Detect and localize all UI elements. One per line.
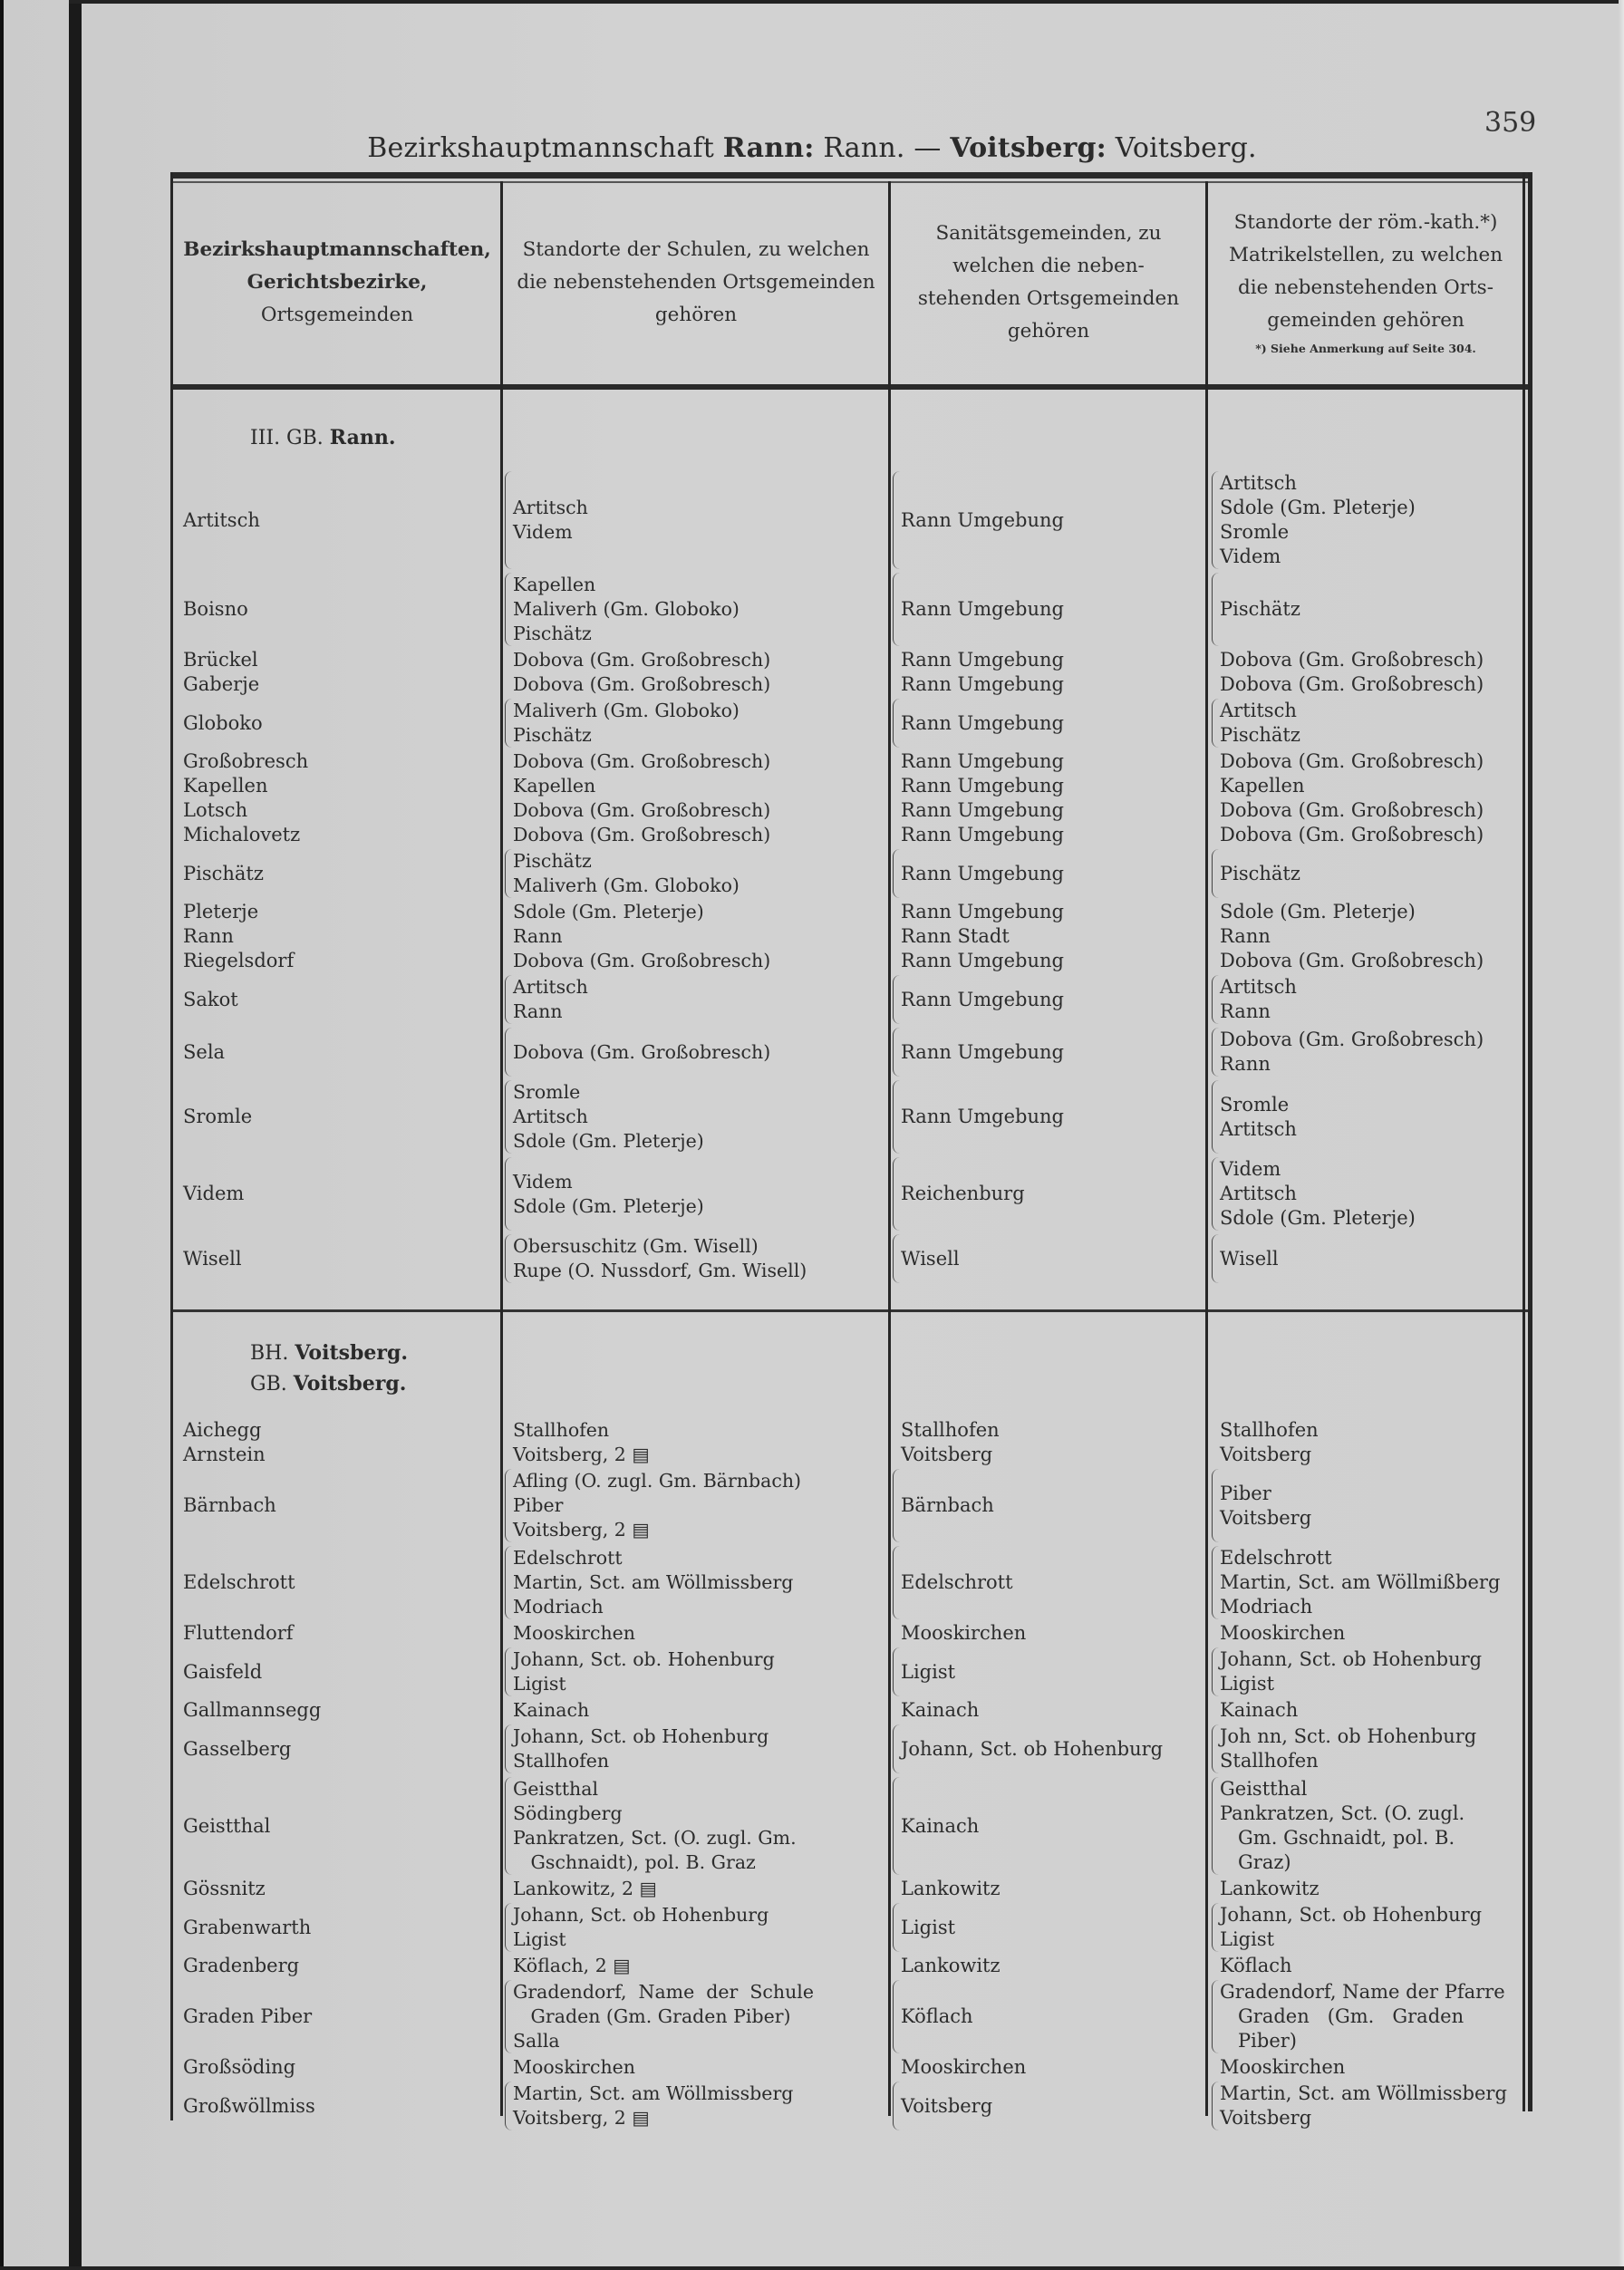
ortsgemeinde-name: Großsöding — [183, 2056, 296, 2078]
schulen-entry: Stallhofen — [513, 1750, 610, 1772]
schulen-entry: Rupe (O. Nussdorf, Gm. Wisell) — [513, 1260, 807, 1281]
sanitaet-entry: Mooskirchen — [901, 2056, 1027, 2078]
matrikel-entry: Dobova (Gm. Großobresch) — [1220, 750, 1484, 772]
ortsgemeinde-name: Riegelsdorf — [183, 950, 295, 971]
schulen-entry: Afling (O. zugl. Gm. Bärnbach) — [513, 1470, 802, 1492]
brace-icon — [505, 471, 512, 569]
section-title-prefix: III. GB. — [250, 427, 324, 449]
brace-icon — [505, 1903, 512, 1952]
matrikel-entry: Dobova (Gm. Großobresch) — [1220, 799, 1484, 821]
matrikel-entry: Dobova (Gm. Großobresch) — [1220, 950, 1484, 971]
running-head-prefix: Bezirkshauptmannschaft — [367, 132, 715, 164]
schulen-entry: Voitsberg, 2 ▤ — [513, 2107, 650, 2129]
running-head-dash: — — [914, 132, 942, 164]
schulen-entry: Kapellen — [513, 775, 596, 797]
matrikel-entry: Pischätz — [1220, 724, 1300, 746]
sanitaet-entry: Köflach — [901, 2005, 973, 2027]
ortsgemeinde-name: Artitsch — [183, 508, 260, 531]
sanitaet-entry: Rann Umgebung — [901, 598, 1064, 620]
brace-icon — [893, 1980, 900, 2053]
header-line: die nebenstehenden Orts- — [1238, 276, 1494, 299]
header-line: Gerichtsbezirke, — [246, 271, 428, 294]
sanitaet-entry: Stallhofen — [901, 1419, 1000, 1441]
schulen-entry: Sdole (Gm. Pleterje) — [513, 1194, 704, 1217]
matrikel-entry: Mooskirchen — [1220, 2056, 1346, 2078]
sanitaet-entry: Lankowitz — [901, 1955, 1000, 1976]
brace-icon — [505, 1777, 512, 1875]
matrikel-entry: Sromle — [1220, 1093, 1290, 1116]
schulen-entry: Pischätz — [513, 850, 592, 872]
schulen-entry: Dobova (Gm. Großobresch) — [513, 950, 771, 971]
ortsgemeinde-name: Graden Piber — [183, 2005, 313, 2027]
schulen-entry: Artitsch — [513, 1106, 588, 1127]
schulen-entry: Johann, Sct. ob. Hohenburg — [513, 1648, 775, 1670]
ortsgemeinde-name: Sromle — [183, 1106, 253, 1127]
schulen-entry: Artitsch — [513, 976, 588, 998]
running-head-gb1: Rann. — [823, 132, 905, 164]
header-line: gemeinden gehören — [1267, 309, 1464, 332]
ortsgemeinde-name: Grabenwarth — [183, 1916, 312, 1938]
matrikel-entry: Videm — [1220, 546, 1281, 567]
brace-icon — [1212, 1903, 1219, 1952]
header-line: stehenden Ortsgemeinden — [917, 287, 1180, 310]
schulen-entry: Kapellen — [513, 574, 596, 595]
brace-icon — [1212, 1980, 1219, 2053]
ortsgemeinde-name: Sakot — [183, 988, 238, 1010]
brace-icon — [893, 2082, 900, 2130]
brace-icon — [893, 1157, 900, 1231]
schulen-entry: Sromle — [513, 1081, 581, 1103]
brace-icon — [505, 1647, 512, 1696]
brace-icon — [505, 1028, 512, 1077]
matrikel-entry: Pankratzen, Sct. (O. zugl. — [1220, 1802, 1465, 1824]
ortsgemeinde-name: Globoko — [183, 711, 263, 734]
schulen-entry: Sdole (Gm. Pleterje) — [513, 1130, 704, 1152]
matrikel-entry: Lankowitz — [1220, 1878, 1320, 1899]
sanitaet-entry: Reichenburg — [901, 1183, 1025, 1204]
table-top-rule-thin — [170, 181, 1530, 183]
header-line: Standorte der Schulen, zu welchen — [522, 238, 870, 261]
schulen-entry: Pischätz — [513, 724, 592, 746]
ortsgemeinde-name: Gaberje — [183, 673, 260, 695]
running-head-gb2: Voitsberg. — [1115, 132, 1257, 164]
footnote-reference: *) Siehe Anmerkung auf Seite 304. — [1255, 342, 1476, 355]
matrikel-entry: Artitsch — [1220, 700, 1297, 721]
brace-icon — [505, 1080, 512, 1154]
brace-icon — [893, 1724, 900, 1773]
matrikel-entry: Ligist — [1220, 1928, 1275, 1950]
sanitaet-entry: Kainach — [901, 1814, 980, 1837]
header-line: Ortsgemeinden — [260, 304, 414, 326]
ortsgemeinde-name: Michalovetz — [183, 824, 301, 845]
matrikel-entry: Johann, Sct. ob Hohenburg — [1220, 1904, 1483, 1926]
ortsgemeinde-name: Großobresch — [183, 750, 309, 772]
brace-icon — [505, 1546, 512, 1619]
brace-icon — [505, 1469, 512, 1542]
column-divider-3 — [1205, 181, 1208, 2116]
header-matrikelstellen — [1209, 185, 1522, 381]
matrikel-entry: Martin, Sct. am Wöllmissberg — [1220, 2082, 1507, 2104]
matrikel-entry: Pischätz — [1220, 862, 1300, 884]
schulen-entry: Piber — [513, 1494, 564, 1516]
schulen-entry: Artitsch — [513, 497, 588, 518]
ortsgemeinde-name: Großwöllmiss — [183, 2094, 315, 2117]
matrikel-entry: Stallhofen — [1220, 1750, 1319, 1772]
schulen-entry: Edelschrott — [513, 1547, 623, 1569]
brace-icon — [893, 1234, 900, 1283]
header-line: Standorte der röm.-kath.*) — [1233, 211, 1498, 234]
schulen-entry: Dobova (Gm. Großobresch) — [513, 649, 771, 671]
brace-icon — [893, 975, 900, 1024]
matrikel-entry: Videm — [1220, 1158, 1281, 1180]
brace-icon — [893, 1647, 900, 1696]
matrikel-entry: Dobova (Gm. Großobresch) — [1220, 824, 1484, 845]
header-line: gehören — [654, 304, 738, 326]
brace-icon — [893, 1469, 900, 1542]
brace-icon — [1212, 1080, 1219, 1154]
section-title — [250, 1341, 408, 1365]
schulen-entry: Videm — [513, 521, 573, 543]
matrikel-entry: Kapellen — [1220, 775, 1305, 797]
ortsgemeinde-name: Bärnbach — [183, 1494, 276, 1516]
ortsgemeinde-name: Videm — [183, 1183, 245, 1204]
brace-icon — [505, 1980, 512, 2053]
section-title-name: Voitsberg. — [293, 1372, 407, 1396]
ortsgemeinde-name: Pleterje — [183, 901, 259, 922]
sanitaet-entry: Rann Umgebung — [901, 711, 1064, 734]
schulen-entry: Sdole (Gm. Pleterje) — [513, 901, 704, 922]
matrikel-entry: Geistthal — [1220, 1778, 1308, 1800]
matrikel-entry: Voitsberg — [1220, 2107, 1312, 2129]
ortsgemeinde-name: Rann — [183, 925, 234, 947]
ortsgemeinde-name: Brückel — [183, 649, 258, 671]
brace-icon — [1212, 1028, 1219, 1077]
sanitaet-entry: Edelschrott — [901, 1571, 1013, 1593]
sanitaet-entry: Ligist — [901, 1660, 956, 1683]
sanitaet-entry: Rann Stadt — [901, 925, 1010, 947]
ortsgemeinde-name: Gallmannsegg — [183, 1699, 322, 1721]
matrikel-entry: Joh nn, Sct. ob Hohenburg — [1220, 1725, 1477, 1747]
section-title-prefix: BH. — [250, 1342, 289, 1365]
schulen-entry: Johann, Sct. ob Hohenburg — [513, 1904, 769, 1926]
scan-edge-top — [69, 0, 1624, 4]
sanitaet-entry: Rann Umgebung — [901, 988, 1064, 1010]
brace-icon — [1212, 2082, 1219, 2130]
sanitaet-entry: Rann Umgebung — [901, 1106, 1064, 1127]
matrikel-entry: Rann — [1220, 1053, 1271, 1075]
header-line: welchen die neben- — [952, 255, 1145, 277]
sanitaet-entry: Mooskirchen — [901, 1622, 1027, 1644]
book-spine-shadow — [69, 0, 82, 2270]
ortsgemeinde-name: Wisell — [183, 1247, 242, 1270]
sanitaet-entry: Bärnbach — [901, 1494, 994, 1516]
schulen-entry: Gradendorf, Name der Schule — [513, 1981, 814, 2003]
schulen-entry: Ligist — [513, 1673, 566, 1695]
sanitaet-entry: Voitsberg — [901, 1444, 993, 1465]
brace-icon — [893, 471, 900, 569]
matrikel-entry: Dobova (Gm. Großobresch) — [1220, 649, 1484, 671]
schulen-entry: Pankratzen, Sct. (O. zugl. Gm. — [513, 1827, 797, 1849]
ortsgemeinde-name: Edelschrott — [183, 1571, 295, 1593]
schulen-entry: Martin, Sct. am Wöllmissberg — [513, 2082, 794, 2104]
matrikel-entry: Modriach — [1220, 1596, 1313, 1618]
ortsgemeinde-name: Pischätz — [183, 862, 264, 884]
brace-icon — [893, 1080, 900, 1154]
brace-icon — [505, 1724, 512, 1773]
schulen-entry: Kainach — [513, 1699, 590, 1721]
ortsgemeinde-name: Gaisfeld — [183, 1660, 263, 1683]
header-line: gehören — [1007, 320, 1090, 343]
matrikel-entry: Mooskirchen — [1220, 1622, 1346, 1644]
matrikel-entry: Graden (Gm. Graden — [1220, 2005, 1464, 2027]
header-schulen — [504, 185, 888, 381]
header-line: die nebenstehenden Ortsgemeinden — [517, 271, 875, 294]
header-line: Bezirkshauptmannschaften, — [183, 238, 491, 261]
schulen-entry: Mooskirchen — [513, 1622, 635, 1644]
matrikel-entry: Wisell — [1220, 1247, 1279, 1270]
running-head-bh2: Voitsberg: — [950, 132, 1107, 164]
schulen-entry: Martin, Sct. am Wöllmissberg — [513, 1571, 794, 1593]
matrikel-entry: Artitsch — [1220, 1183, 1297, 1204]
schulen-entry: Dobova (Gm. Großobresch) — [513, 750, 771, 772]
matrikel-entry: Piber — [1220, 1482, 1271, 1504]
sanitaet-entry: Rann Umgebung — [901, 508, 1064, 531]
brace-icon — [893, 573, 900, 646]
brace-icon — [893, 1777, 900, 1875]
section-title-prefix: GB. — [250, 1373, 287, 1396]
schulen-entry: Johann, Sct. ob Hohenburg — [513, 1725, 769, 1747]
schulen-entry: Modriach — [513, 1596, 604, 1618]
table-header-rule — [170, 384, 1530, 390]
sanitaet-entry: Rann Umgebung — [901, 824, 1064, 845]
page-number: 359 — [1484, 107, 1537, 139]
matrikel-entry: Dobova (Gm. Großobresch) — [1220, 673, 1484, 695]
ortsgemeinde-name: Gössnitz — [183, 1878, 266, 1899]
column-divider-2 — [888, 181, 891, 2116]
schulen-entry: Voitsberg, 2 ▤ — [513, 1444, 650, 1465]
schulen-entry: Voitsberg, 2 ▤ — [513, 1519, 650, 1541]
brace-icon — [1212, 1724, 1219, 1773]
scan-edge-left — [0, 0, 4, 2270]
brace-icon — [505, 1234, 512, 1283]
sanitaet-entry: Rann Umgebung — [901, 750, 1064, 772]
matrikel-entry: Sdole (Gm. Pleterje) — [1220, 1207, 1416, 1229]
running-head-bh1: Rann: — [722, 132, 815, 164]
matrikel-entry: Kainach — [1220, 1699, 1299, 1721]
brace-icon — [893, 699, 900, 748]
matrikel-entry: Voitsberg — [1220, 1506, 1312, 1529]
brace-icon — [505, 573, 512, 646]
matrikel-entry: Rann — [1220, 1000, 1271, 1022]
schulen-entry: Mooskirchen — [513, 2056, 635, 2078]
section-title-name: Voitsberg. — [295, 1341, 409, 1365]
schulen-entry: Dobova (Gm. Großobresch) — [513, 799, 771, 821]
brace-icon — [1212, 573, 1219, 646]
sanitaet-entry: Voitsberg — [901, 2094, 993, 2117]
directory-table — [170, 172, 1532, 2129]
brace-icon — [1212, 1777, 1219, 1875]
header-line: Sanitätsgemeinden, zu — [935, 222, 1162, 245]
brace-icon — [505, 975, 512, 1024]
matrikel-entry: Johann, Sct. ob Hohenburg — [1220, 1648, 1483, 1670]
section-divider-rule — [170, 1309, 1530, 1312]
schulen-entry: Rann — [513, 1000, 563, 1022]
ortsgemeinde-name: Boisno — [183, 598, 248, 620]
schulen-entry: Ligist — [513, 1928, 566, 1950]
running-head — [0, 132, 1624, 164]
schulen-entry: Stallhofen — [513, 1419, 610, 1441]
matrikel-entry: Sdole (Gm. Pleterje) — [1220, 497, 1416, 518]
matrikel-entry: Artitsch — [1220, 472, 1297, 494]
brace-icon — [1212, 1546, 1219, 1619]
brace-icon — [893, 1028, 900, 1077]
schulen-entry: Videm — [513, 1170, 573, 1193]
brace-icon — [505, 849, 512, 898]
matrikel-entry: Graz) — [1220, 1851, 1291, 1873]
ortsgemeinde-name: Kapellen — [183, 775, 268, 797]
schulen-entry: Lankowitz, 2 ▤ — [513, 1878, 657, 1899]
matrikel-entry: Gm. Gschnaidt, pol. B. — [1220, 1827, 1455, 1849]
column-divider-1 — [500, 181, 503, 2116]
matrikel-entry: Piber) — [1220, 2030, 1297, 2052]
sanitaet-entry: Wisell — [901, 1247, 960, 1270]
table-left-border — [170, 172, 173, 2120]
matrikel-entry: Gradendorf, Name der Pfarre — [1220, 1981, 1505, 2003]
matrikel-entry: Artitsch — [1220, 976, 1297, 998]
ortsgemeinde-name: Arnstein — [183, 1444, 266, 1465]
matrikel-entry: Stallhofen — [1220, 1419, 1319, 1441]
matrikel-entry: Pischätz — [1220, 598, 1300, 620]
brace-icon — [893, 1903, 900, 1952]
matrikel-entry: Dobova (Gm. Großobresch) — [1220, 1029, 1484, 1050]
brace-icon — [1212, 1469, 1219, 1542]
matrikel-entry: Rann — [1220, 925, 1271, 947]
ortsgemeinde-name: Gradenberg — [183, 1955, 300, 1976]
schulen-entry: Maliverh (Gm. Globoko) — [513, 700, 740, 721]
sanitaet-entry: Rann Umgebung — [901, 799, 1064, 821]
schulen-entry: Rann — [513, 925, 563, 947]
header-sanitaetsgemeinden — [892, 185, 1205, 381]
brace-icon — [893, 849, 900, 898]
brace-icon — [1212, 1647, 1219, 1696]
schulen-entry: Dobova (Gm. Großobresch) — [513, 1040, 771, 1063]
schulen-entry: Köflach, 2 ▤ — [513, 1955, 631, 1976]
matrikel-entry: Martin, Sct. am Wöllmißberg — [1220, 1571, 1501, 1593]
brace-icon — [1212, 1157, 1219, 1231]
ortsgemeinde-name: Aichegg — [183, 1419, 262, 1441]
table-right-border — [1522, 172, 1525, 2111]
matrikel-entry: Artitsch — [1220, 1117, 1297, 1140]
scan-edge-right — [1619, 0, 1624, 2270]
sanitaet-entry: Kainach — [901, 1699, 980, 1721]
matrikel-entry: Sromle — [1220, 521, 1290, 543]
schulen-entry: Salla — [513, 2030, 560, 2052]
sanitaet-entry: Rann Umgebung — [901, 1040, 1064, 1063]
matrikel-entry: Köflach — [1220, 1955, 1292, 1976]
schulen-entry: Maliverh (Gm. Globoko) — [513, 874, 740, 896]
brace-icon — [1212, 849, 1219, 898]
ortsgemeinde-name: Fluttendorf — [183, 1622, 294, 1644]
schulen-entry: Gschnaidt), pol. B. Graz — [513, 1851, 756, 1873]
ortsgemeinde-name: Lotsch — [183, 799, 248, 821]
schulen-entry: Dobova (Gm. Großobresch) — [513, 824, 771, 845]
ortsgemeinde-name: Geistthal — [183, 1814, 271, 1837]
brace-icon — [505, 1157, 512, 1231]
sanitaet-entry: Rann Umgebung — [901, 649, 1064, 671]
matrikel-entry: Sdole (Gm. Pleterje) — [1220, 901, 1416, 922]
table-right-border-double — [1528, 172, 1532, 2111]
brace-icon — [893, 1546, 900, 1619]
table-top-rule — [170, 172, 1530, 179]
schulen-entry: Pischätz — [513, 623, 592, 644]
schulen-entry: Graden (Gm. Graden Piber) — [513, 2005, 791, 2027]
sanitaet-entry: Rann Umgebung — [901, 901, 1064, 922]
sanitaet-entry: Rann Umgebung — [901, 950, 1064, 971]
sanitaet-entry: Lankowitz — [901, 1878, 1000, 1899]
brace-icon — [1212, 699, 1219, 748]
schulen-entry: Södingberg — [513, 1802, 623, 1824]
schulen-entry: Dobova (Gm. Großobresch) — [513, 673, 771, 695]
brace-icon — [1212, 471, 1219, 569]
sanitaet-entry: Rann Umgebung — [901, 862, 1064, 884]
matrikel-entry: Voitsberg — [1220, 1444, 1312, 1465]
ortsgemeinde-name: Sela — [183, 1040, 226, 1063]
ortsgemeinde-name: Gasselberg — [183, 1737, 292, 1760]
header-ortsgemeinden — [174, 185, 500, 381]
scan-edge-bottom — [0, 2266, 1624, 2270]
sanitaet-entry: Johann, Sct. ob Hohenburg — [901, 1737, 1164, 1760]
section-title — [250, 426, 396, 449]
matrikel-entry: Edelschrott — [1220, 1547, 1332, 1569]
header-line: Matrikelstellen, zu welchen — [1228, 244, 1503, 266]
schulen-entry: Obersuschitz (Gm. Wisell) — [513, 1235, 759, 1257]
sanitaet-entry: Rann Umgebung — [901, 775, 1064, 797]
sanitaet-entry: Ligist — [901, 1916, 956, 1938]
brace-icon — [505, 2082, 512, 2130]
brace-icon — [505, 699, 512, 748]
section-title-name: Rann. — [329, 426, 396, 449]
schulen-entry: Geistthal — [513, 1778, 599, 1800]
schulen-entry: Maliverh (Gm. Globoko) — [513, 598, 740, 620]
brace-icon — [1212, 975, 1219, 1024]
matrikel-entry: Ligist — [1220, 1673, 1275, 1695]
brace-icon — [1212, 1234, 1219, 1283]
sanitaet-entry: Rann Umgebung — [901, 673, 1064, 695]
section-title — [250, 1372, 406, 1396]
